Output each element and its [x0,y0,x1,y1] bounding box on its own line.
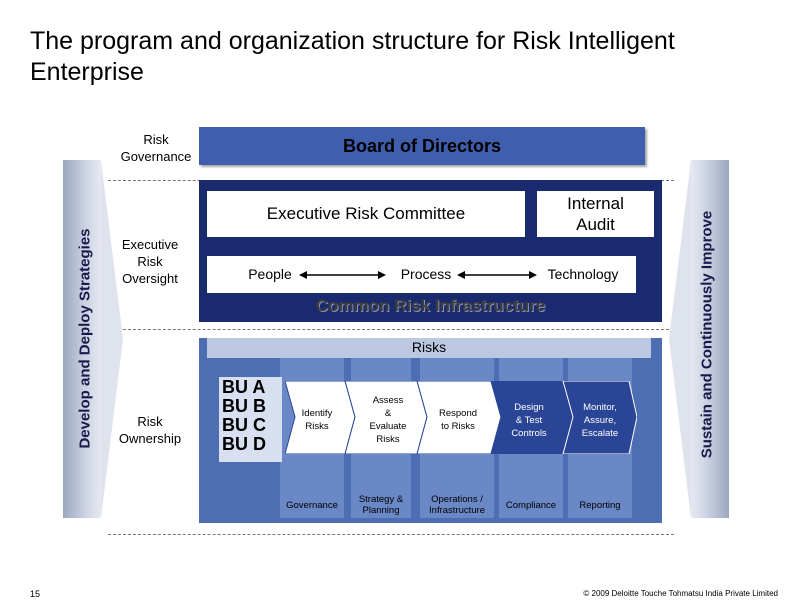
left-arrowhead-icon [669,160,691,518]
column-label-compliance: Compliance [505,500,557,511]
executive-risk-oversight-label: Executive Risk Oversight [121,237,179,286]
column-label-strategy: Strategy & Planning [358,494,404,516]
technology-label: Technology [547,266,619,282]
step-monitor-assure-escalate: Monitor, Assure, Escalate [581,402,619,439]
copyright-notice: © 2009 Deloitte Touche Tohmatsu India Private Limited [583,589,778,598]
common-risk-infrastructure-label: Common Risk Infrastructure [315,296,546,315]
business-unit-b: BU B [222,396,266,416]
right-arrowhead-icon [101,160,123,518]
executive-risk-committee-label: Executive Risk Committee [266,204,466,223]
board-label: Board of Directors [342,136,502,156]
step-assess-risks: Assess & Evaluate Risks [369,395,407,445]
process-label: Process [400,266,452,282]
right-arrow-label: Sustain and Continuously Improve [698,210,716,459]
divider-middle [108,329,674,330]
page-number: 15 [30,589,41,599]
step-design-test-controls: Design & Test Controls [511,402,547,439]
column-label-governance: Governance [286,500,338,511]
double-arrow-icon [295,266,625,284]
business-unit-list [222,378,266,454]
column-label-reporting: Reporting [579,500,621,511]
left-arrow-label: Develop and Deploy Strategies [76,228,94,449]
page-title: The program and organization structure for Risk Intelligent Enterprise [30,27,675,86]
divider-bottom [108,534,674,535]
risks-header-label: Risks [411,339,447,355]
business-unit-a: BU A [222,377,266,397]
risk-governance-label: Risk Governance [120,132,192,164]
column-label-operations: Operations / Infrastructure [429,494,485,516]
risk-ownership-label: Risk Ownership [118,414,182,446]
step-respond-risks: Respond to Risks [438,408,478,432]
business-unit-c: BU C [222,415,266,435]
people-label: People [248,266,292,282]
step-identify-risks: Identify Risks [301,408,333,432]
business-unit-d: BU D [222,434,266,454]
internal-audit-label: Internal Audit [567,194,624,234]
